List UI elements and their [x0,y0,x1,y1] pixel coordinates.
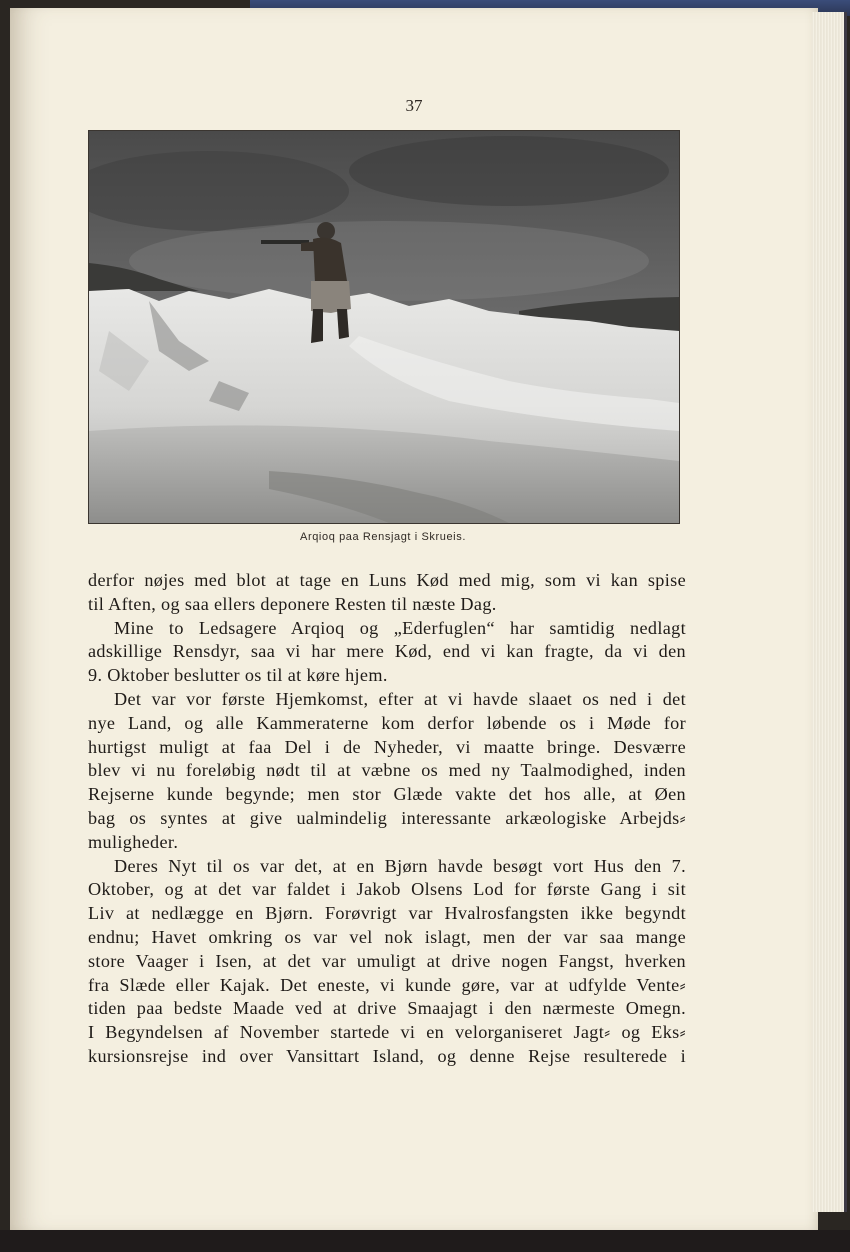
text-line: 9. Oktober beslutter os til at køre hjem. [88,665,388,686]
text-line: nye Land, og alle Kammeraterne kom derfor løbende os i Møde for [88,712,686,733]
hunter-photograph [88,130,680,524]
text-line: endnu; Havet omkring os var vel nok islagt, men der var saa mange [88,926,686,947]
text-line: Mine to Ledsagere Arqioq og „Ederfuglen“ har samtidig nedlagt [114,617,686,638]
book-bottom-edge [0,1230,850,1252]
text-line: derfor nøjes med blot at tage en Luns Kød med mig, som vi kan spise [88,570,686,590]
text-line: kursionsrejse ind over Vansittart Island, og denne Rejse resulterede i [88,1045,686,1066]
text-line: bag os syntes at give ualmindelig interessante arkæologiske Arbejds⸗ [88,807,686,828]
body-text [88,569,686,1069]
text-line: store Vaager i Isen, at det var umuligt at drive nogen Fangst, hverken [88,950,686,971]
text-line: hurtigst muligt at faa Del i de Nyheder, vi maatte bringe. Desværre [88,736,686,757]
text-line: blev vi nu foreløbig nødt til at væbne os med ny Taalmodighed, inden [88,760,686,781]
text-line: muligheder. [88,831,179,852]
text-line: Rejserne kunde begynde; men stor Glæde vakte det hos alle, at Øen [88,784,686,805]
text-line: fra Slæde eller Kajak. Det eneste, vi kunde gøre, var at udfylde Vente⸗ [88,974,686,995]
page-number: 37 [405,96,423,115]
page-fore-edge [812,12,847,1212]
text-line: tiden paa bedste Maade ved at drive Smaajagt i den nærmeste Omegn. [88,998,686,1019]
book-page [10,8,818,1230]
photo-caption: Arqioq paa Rensjagt i Skrueis. [300,531,466,543]
text-line: Liv at nedlægge en Bjørn. Forøvrigt var Hvalrosfangsten ikke begyndt [88,903,686,924]
text-line: Det var vor første Hjemkomst, efter at vi havde slaaet os ned i det [114,688,686,709]
text-line: Oktober, og at det var faldet i Jakob Olsens Lod for første Gang i sit [88,879,686,900]
text-line: til Aften, og saa ellers deponere Resten til næste Dag. [88,593,497,614]
text-line: Deres Nyt til os var det, at en Bjørn havde besøgt vort Hus den 7. [114,855,686,876]
text-line: adskillige Rensdyr, saa vi har mere Kød, end vi kan fragte, da vi den [88,641,686,662]
text-line: I Begyndelsen af November startede vi en velorganiseret Jagt⸗ og Eks⸗ [88,1022,686,1043]
